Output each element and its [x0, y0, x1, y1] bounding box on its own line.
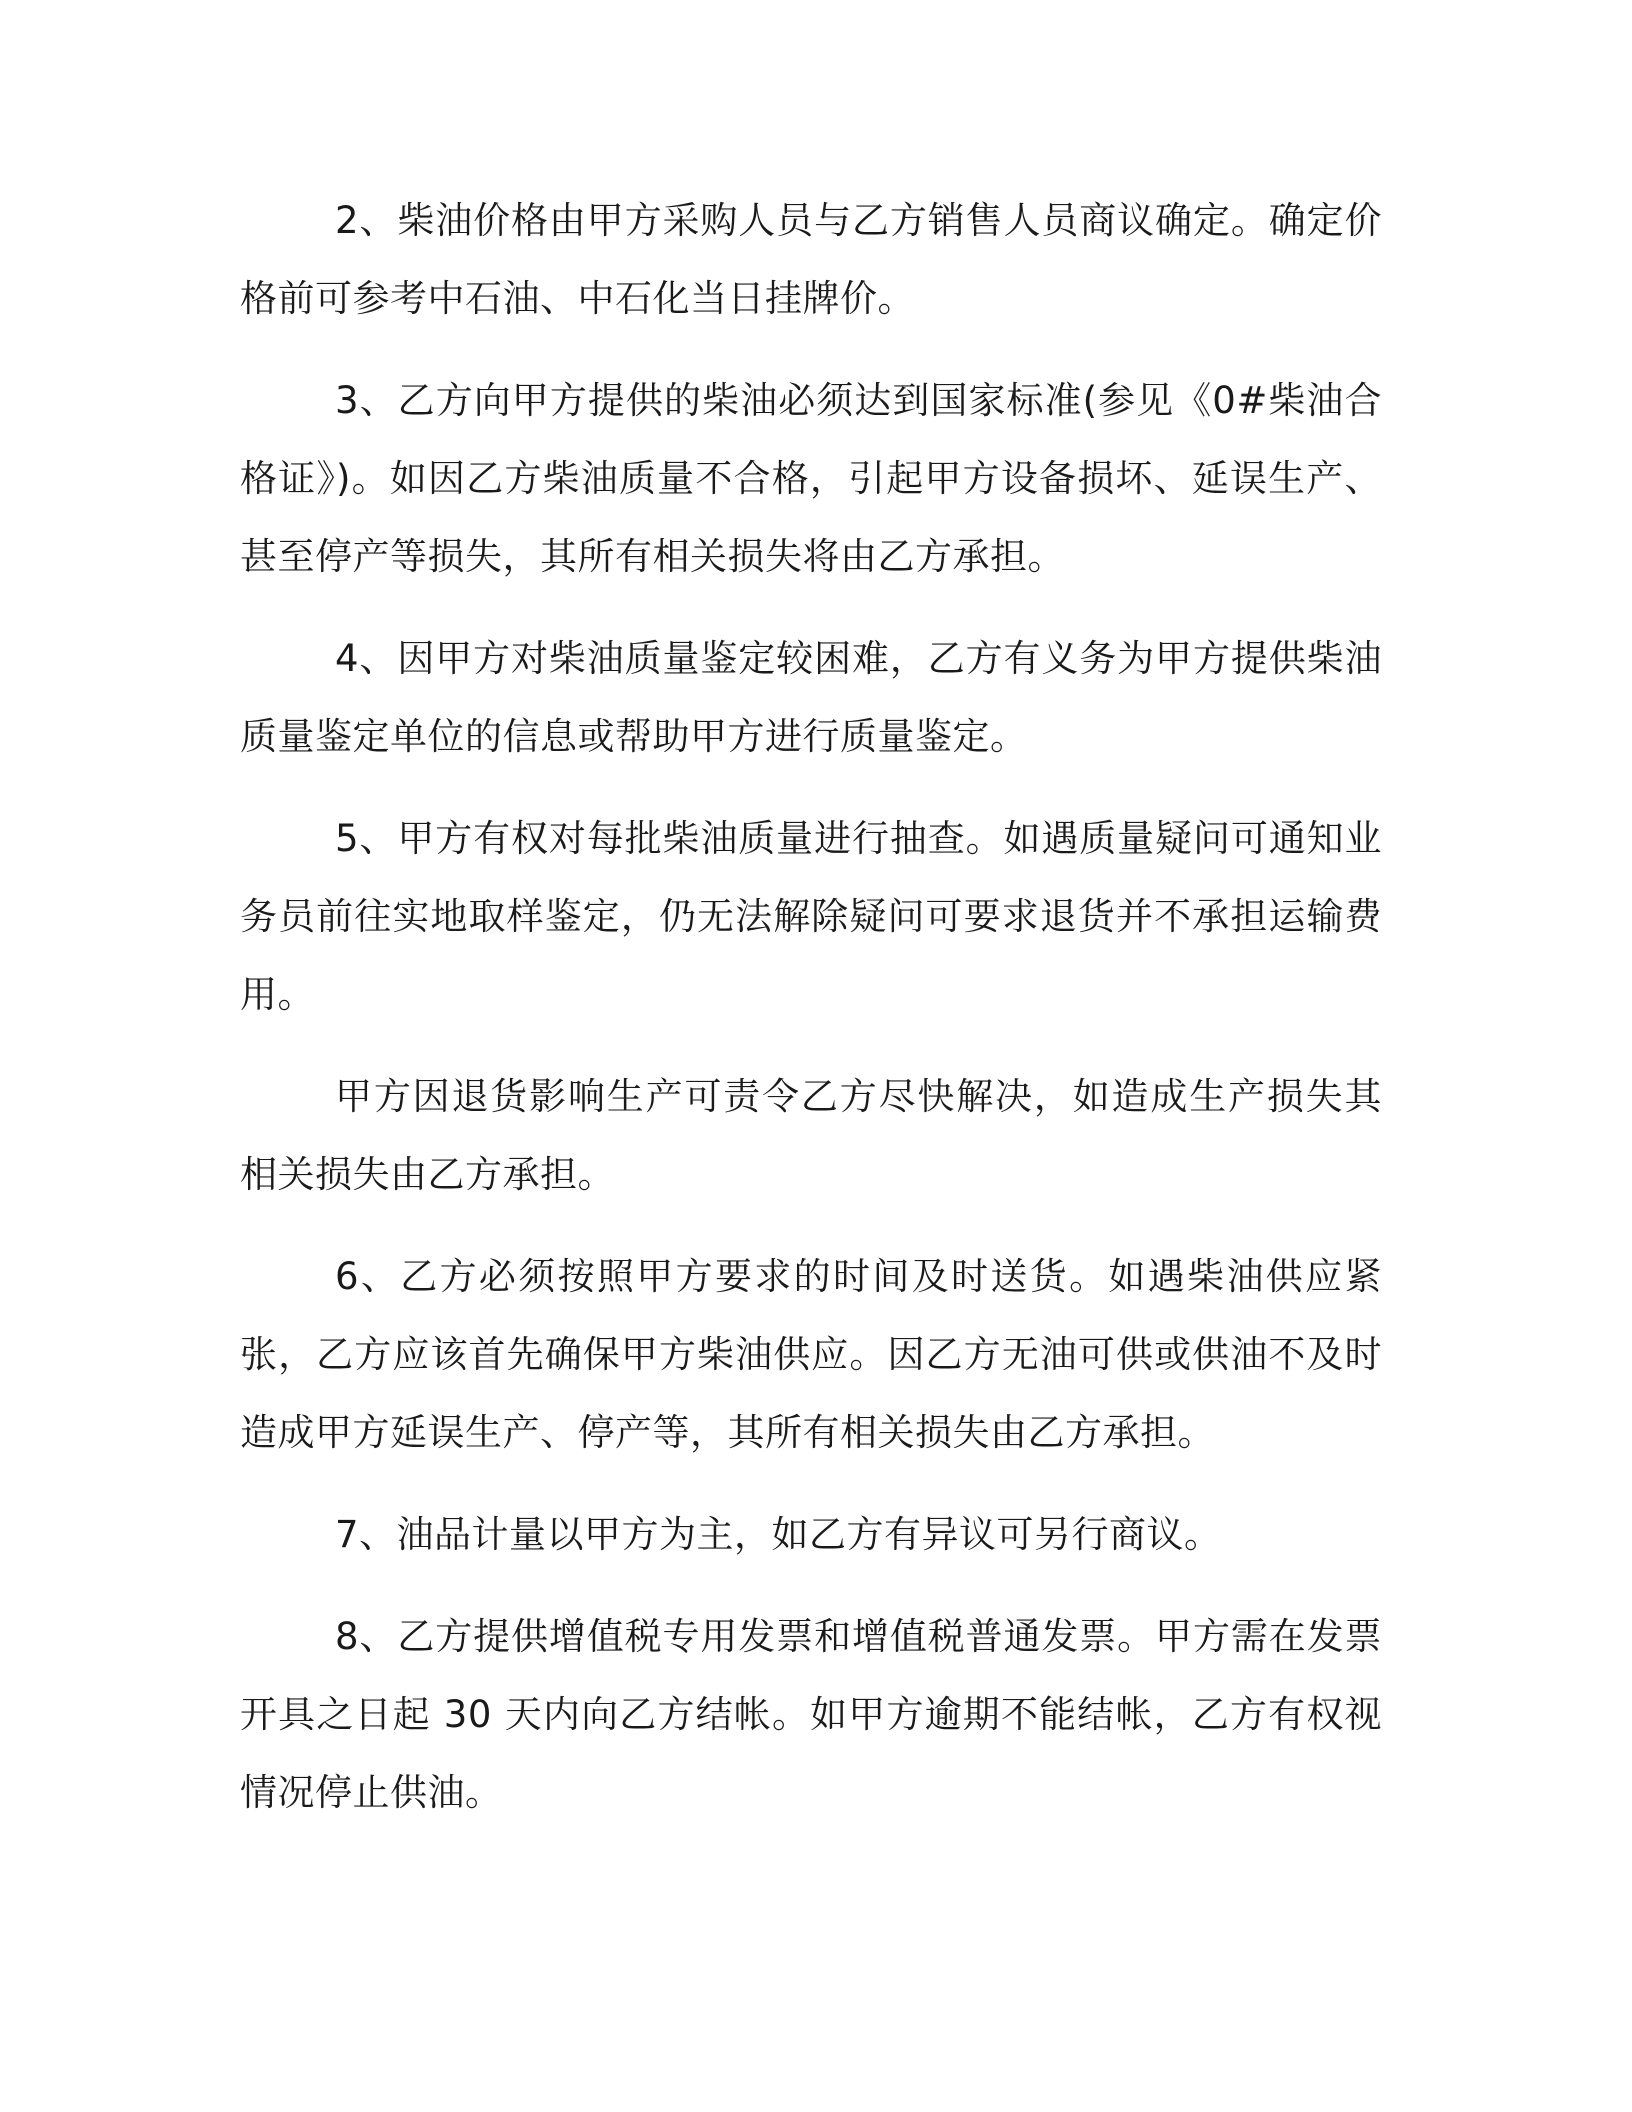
clause-6-delivery: 6、乙方必须按照甲方要求的时间及时送货。如遇柴油供应紧张，乙方应该首先确保甲方柴油供应。因乙方无油可供或供油不及时造成甲方延误生产、停产等，其所有相关损失由乙方承担。 [240, 1255, 1382, 1454]
clause-3-quality-standard: 3、乙方向甲方提供的柴油必须达到国家标准(参见《0#柴油合格证》)。如因乙方柴油质量不合格，引起甲方设备损坏、延误生产、甚至停产等损失，其所有相关损失将由乙方承担。 [240, 379, 1382, 578]
document-body [240, 182, 1382, 1860]
clause-5-return-losses: 甲方因退货影响生产可责令乙方尽快解决，如造成生产损失其相关损失由乙方承担。 [240, 1075, 1382, 1196]
clause-4-quality-appraisal: 4、因甲方对柴油质量鉴定较困难，乙方有义务为甲方提供柴油质量鉴定单位的信息或帮助甲方进行质量鉴定。 [240, 637, 1382, 758]
clause-2-price: 2、柴油价格由甲方采购人员与乙方销售人员商议确定。确定价格前可参考中石油、中石化当日挂牌价。 [240, 199, 1382, 320]
clause-5-inspection: 5、甲方有权对每批柴油质量进行抽查。如遇质量疑问可通知业务员前往实地取样鉴定，仍无法解除疑问可要求退货并不承担运输费用。 [240, 817, 1382, 1016]
clause-7-measurement: 7、油品计量以甲方为主，如乙方有异议可另行商议。 [335, 1513, 1222, 1556]
clause-8-invoicing: 8、乙方提供增值税专用发票和增值税普通发票。甲方需在发票开具之日起 30 天内向乙方结帐。如甲方逾期不能结帐，乙方有权视情况停止供油。 [240, 1615, 1382, 1814]
